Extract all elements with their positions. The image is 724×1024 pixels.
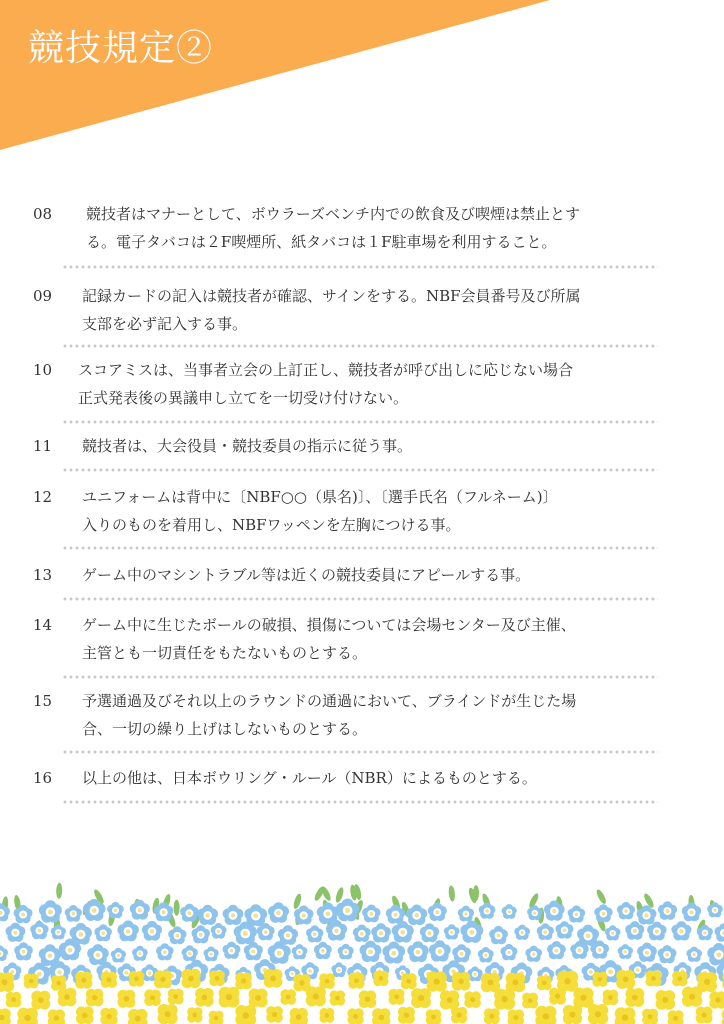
- rule-text: ゲーム中に生じたボールの破損、損傷については会場センター及び主催、 主管とも一切責任をもたないものとする。: [82, 616, 576, 662]
- dotted-divider: [62, 675, 658, 679]
- dotted-divider: [62, 750, 658, 754]
- rule-number: 11: [33, 437, 53, 455]
- rule-text: 競技者は、大会役員・競技委員の指示に従う事。: [82, 437, 413, 455]
- rule-number: 13: [33, 566, 53, 584]
- rule-text: ゲーム中のマシントラブル等は近くの競技委員にアピールする事。: [82, 566, 531, 584]
- rule-text: ユニフォームは背中に〔NBF○○（県名)〕、〔選手氏名（フルネーム)〕 入りのものを着用し、NBFワッペンを左胸につける事。: [82, 488, 558, 534]
- dotted-divider: [62, 420, 658, 424]
- rule-text: スコアミスは、当事者立会の上訂正し、競技者が呼び出しに応じない場合 正式発表後の異議申し立てを一切受け付けない。: [78, 361, 574, 407]
- rule-text: 以上の他は、日本ボウリング・ルール（NBR）によるものとする。: [82, 769, 537, 787]
- rule-number: 15: [33, 692, 53, 710]
- rule-text: 予選通過及びそれ以上のラウンドの通過において、ブラインドが生じた場 合、一切の繰り上げはしないものとする。: [82, 692, 577, 738]
- rule-text: 記録カードの記入は競技者が確認、サインをする。NBF会員番号及び所属 支部を必ず記入する事。: [82, 287, 581, 333]
- dotted-divider: [62, 546, 658, 550]
- flower-border-illustration: [0, 880, 724, 1024]
- rule-number: 10: [33, 361, 53, 379]
- page-title: 競技規定②: [28, 28, 214, 69]
- dotted-divider: [62, 468, 658, 472]
- rule-number: 16: [33, 769, 53, 787]
- dotted-divider: [62, 597, 658, 601]
- dotted-divider: [62, 800, 658, 804]
- rule-number: 12: [33, 488, 53, 506]
- rule-number: 08: [33, 205, 53, 223]
- dotted-divider: [62, 344, 658, 348]
- rule-text: 競技者はマナーとして、ボウラーズベンチ内での飲食及び喫煙は禁止とす る。電子タバコは２F喫煙所、紙タバコは１F駐車場を利用すること。: [86, 205, 580, 251]
- rule-number: 14: [33, 616, 53, 634]
- dotted-divider: [62, 265, 658, 269]
- rule-number: 09: [33, 287, 53, 305]
